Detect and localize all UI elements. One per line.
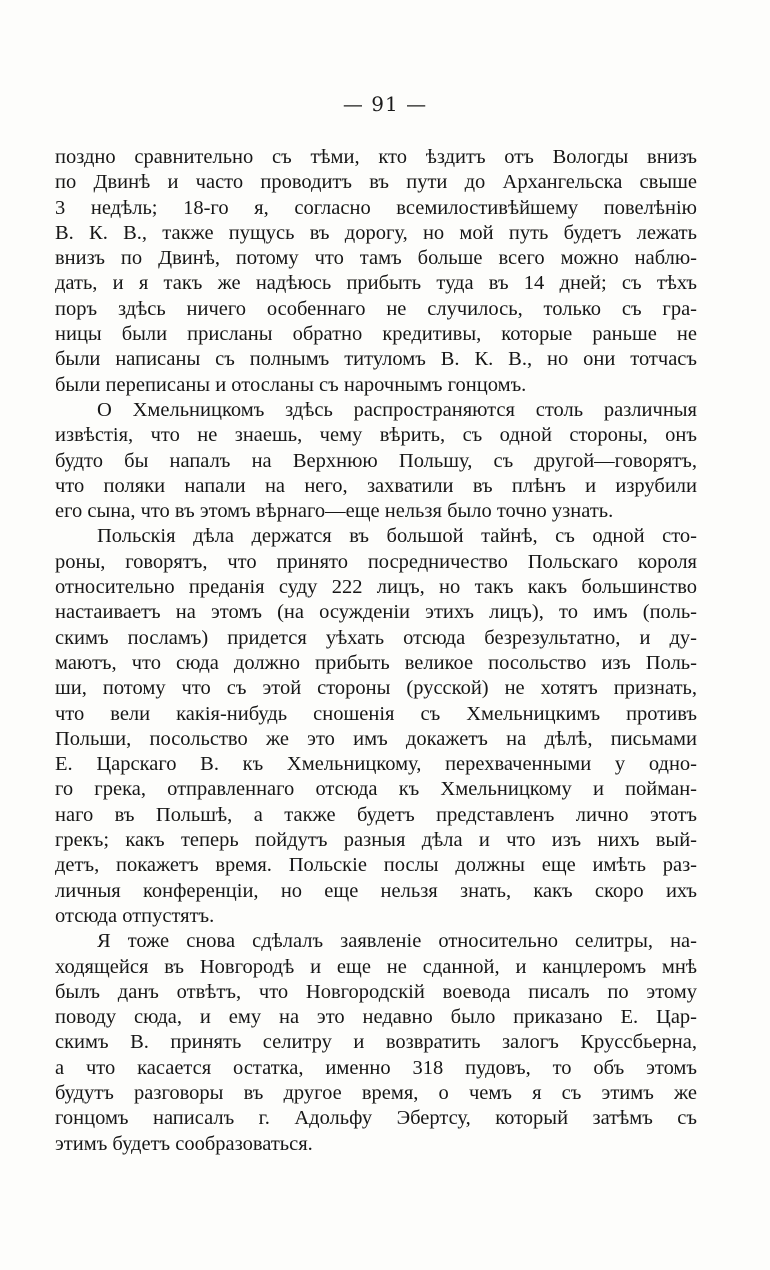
text-line: были написаны съ полнымъ титуломъ В. К. В., но они тотчасъ (55, 348, 697, 371)
text-line: В. К. В., также пущусь въ дорогу, но мой путь будетъ лежать (55, 221, 697, 244)
text-line: а что касается остатка, именно 318 пудовъ, то объ этомъ (55, 1056, 697, 1079)
text-line: дать, и я такъ же надѣюсь прибыть туда въ 14 дней; съ тѣхъ (55, 272, 697, 295)
paragraph (55, 398, 697, 524)
paragraph (55, 929, 697, 1157)
text-line: маютъ, что сюда должно прибыть великое посольство изъ Поль- (55, 651, 697, 674)
text-line: настаиваетъ на этомъ (на осужденіи этихъ лицъ), то имъ (поль- (55, 601, 697, 624)
text-line: будутъ разговоры въ другое время, о чемъ я съ этимъ же (55, 1081, 697, 1104)
text-line: отсюда отпустятъ. (55, 904, 215, 927)
paragraph (55, 145, 697, 398)
text-line: ницы были присланы обратно кредитивы, которые раньше не (55, 323, 697, 346)
text-line: этимъ будетъ сообразоваться. (55, 1132, 313, 1155)
text-line: были переписаны и отосланы съ нарочнымъ гонцомъ. (55, 373, 527, 396)
text-line: Е. Царскаго В. къ Хмельницкому, перехваченными у одно- (55, 753, 697, 776)
text-line: роны, говорятъ, что принято посредничество Польскаго короля (55, 550, 697, 573)
text-line: Польскія дѣла держатся въ большой тайнѣ, съ одной сто- (97, 525, 697, 548)
text-line: детъ, покажетъ время. Польскіе послы должны еще имѣть раз- (55, 854, 697, 877)
text-line: былъ данъ отвѣтъ, что Новгородскій воевода писалъ по этому (55, 980, 697, 1003)
text-line: скимъ В. принять селитру и возвратить залогъ Круссбьерна, (55, 1031, 697, 1054)
text-line: поводу сюда, и ему на это недавно было приказано Е. Цар- (55, 1006, 697, 1029)
text-line: относительно преданія суду 222 лицъ, но такъ какъ большинство (55, 576, 697, 599)
text-line: Я тоже снова сдѣлалъ заявленіе относительно селитры, на- (97, 930, 697, 953)
text-line: 3 недѣль; 18-го я, согласно всемилостивѣйшему повелѣнію (55, 196, 697, 219)
text-line: Польши, посольство же это имъ докажетъ на дѣлѣ, письмами (55, 727, 697, 750)
text-line: внизъ по Двинѣ, потому что тамъ больше всего можно наблю- (55, 247, 697, 270)
paragraph (55, 524, 697, 929)
text-line: поръ здѣсь ничего особеннаго не случилось, только съ гра- (55, 297, 697, 320)
page-number: — 91 — (342, 92, 428, 116)
text-line: личныя конференціи, но еще нельзя знать, какъ скоро ихъ (55, 879, 697, 902)
text-line: его сына, что въ этомъ вѣрнаго—еще нельзя было точно узнать. (55, 500, 614, 523)
text-line: что поляки напали на него, захватили въ плѣнъ и изрубили (55, 474, 697, 497)
text-line: О Хмельницкомъ здѣсь распространяются столь различныя (97, 398, 697, 421)
text-line: наго въ Польшѣ, а также будетъ представленъ лично этотъ (55, 803, 697, 826)
text-line: извѣстія, что не знаешь, чему вѣрить, съ одной стороны, онъ (55, 424, 697, 447)
text-line: будто бы напалъ на Верхнюю Польшу, съ другой—говорятъ, (55, 449, 697, 472)
text-line: скимъ посламъ) придется уѣхать отсюда безрезультатно, и ду- (55, 626, 697, 649)
text-line: по Двинѣ и часто проводитъ въ пути до Архангельска свыше (55, 171, 697, 194)
text-line: поздно сравнительно съ тѣми, кто ѣздитъ отъ Вологды внизъ (55, 146, 697, 168)
body-text (55, 145, 697, 1157)
text-line: гонцомъ написалъ г. Адольфу Эбертсу, который затѣмъ съ (55, 1107, 697, 1130)
text-line: ши, потому что съ этой стороны (русской) не хотятъ признать, (55, 677, 697, 700)
text-line: ходящейся въ Новгородѣ и еще не сданной, и канцлеромъ мнѣ (55, 955, 697, 978)
text-line: грекъ; какъ теперь пойдутъ разныя дѣла и что изъ нихъ вый- (55, 829, 697, 852)
text-line: го грека, отправленнаго отсюда къ Хмельницкому и пойман- (55, 778, 697, 801)
text-line: что вели какія-нибудь сношенія съ Хмельницкимъ противъ (55, 702, 697, 725)
